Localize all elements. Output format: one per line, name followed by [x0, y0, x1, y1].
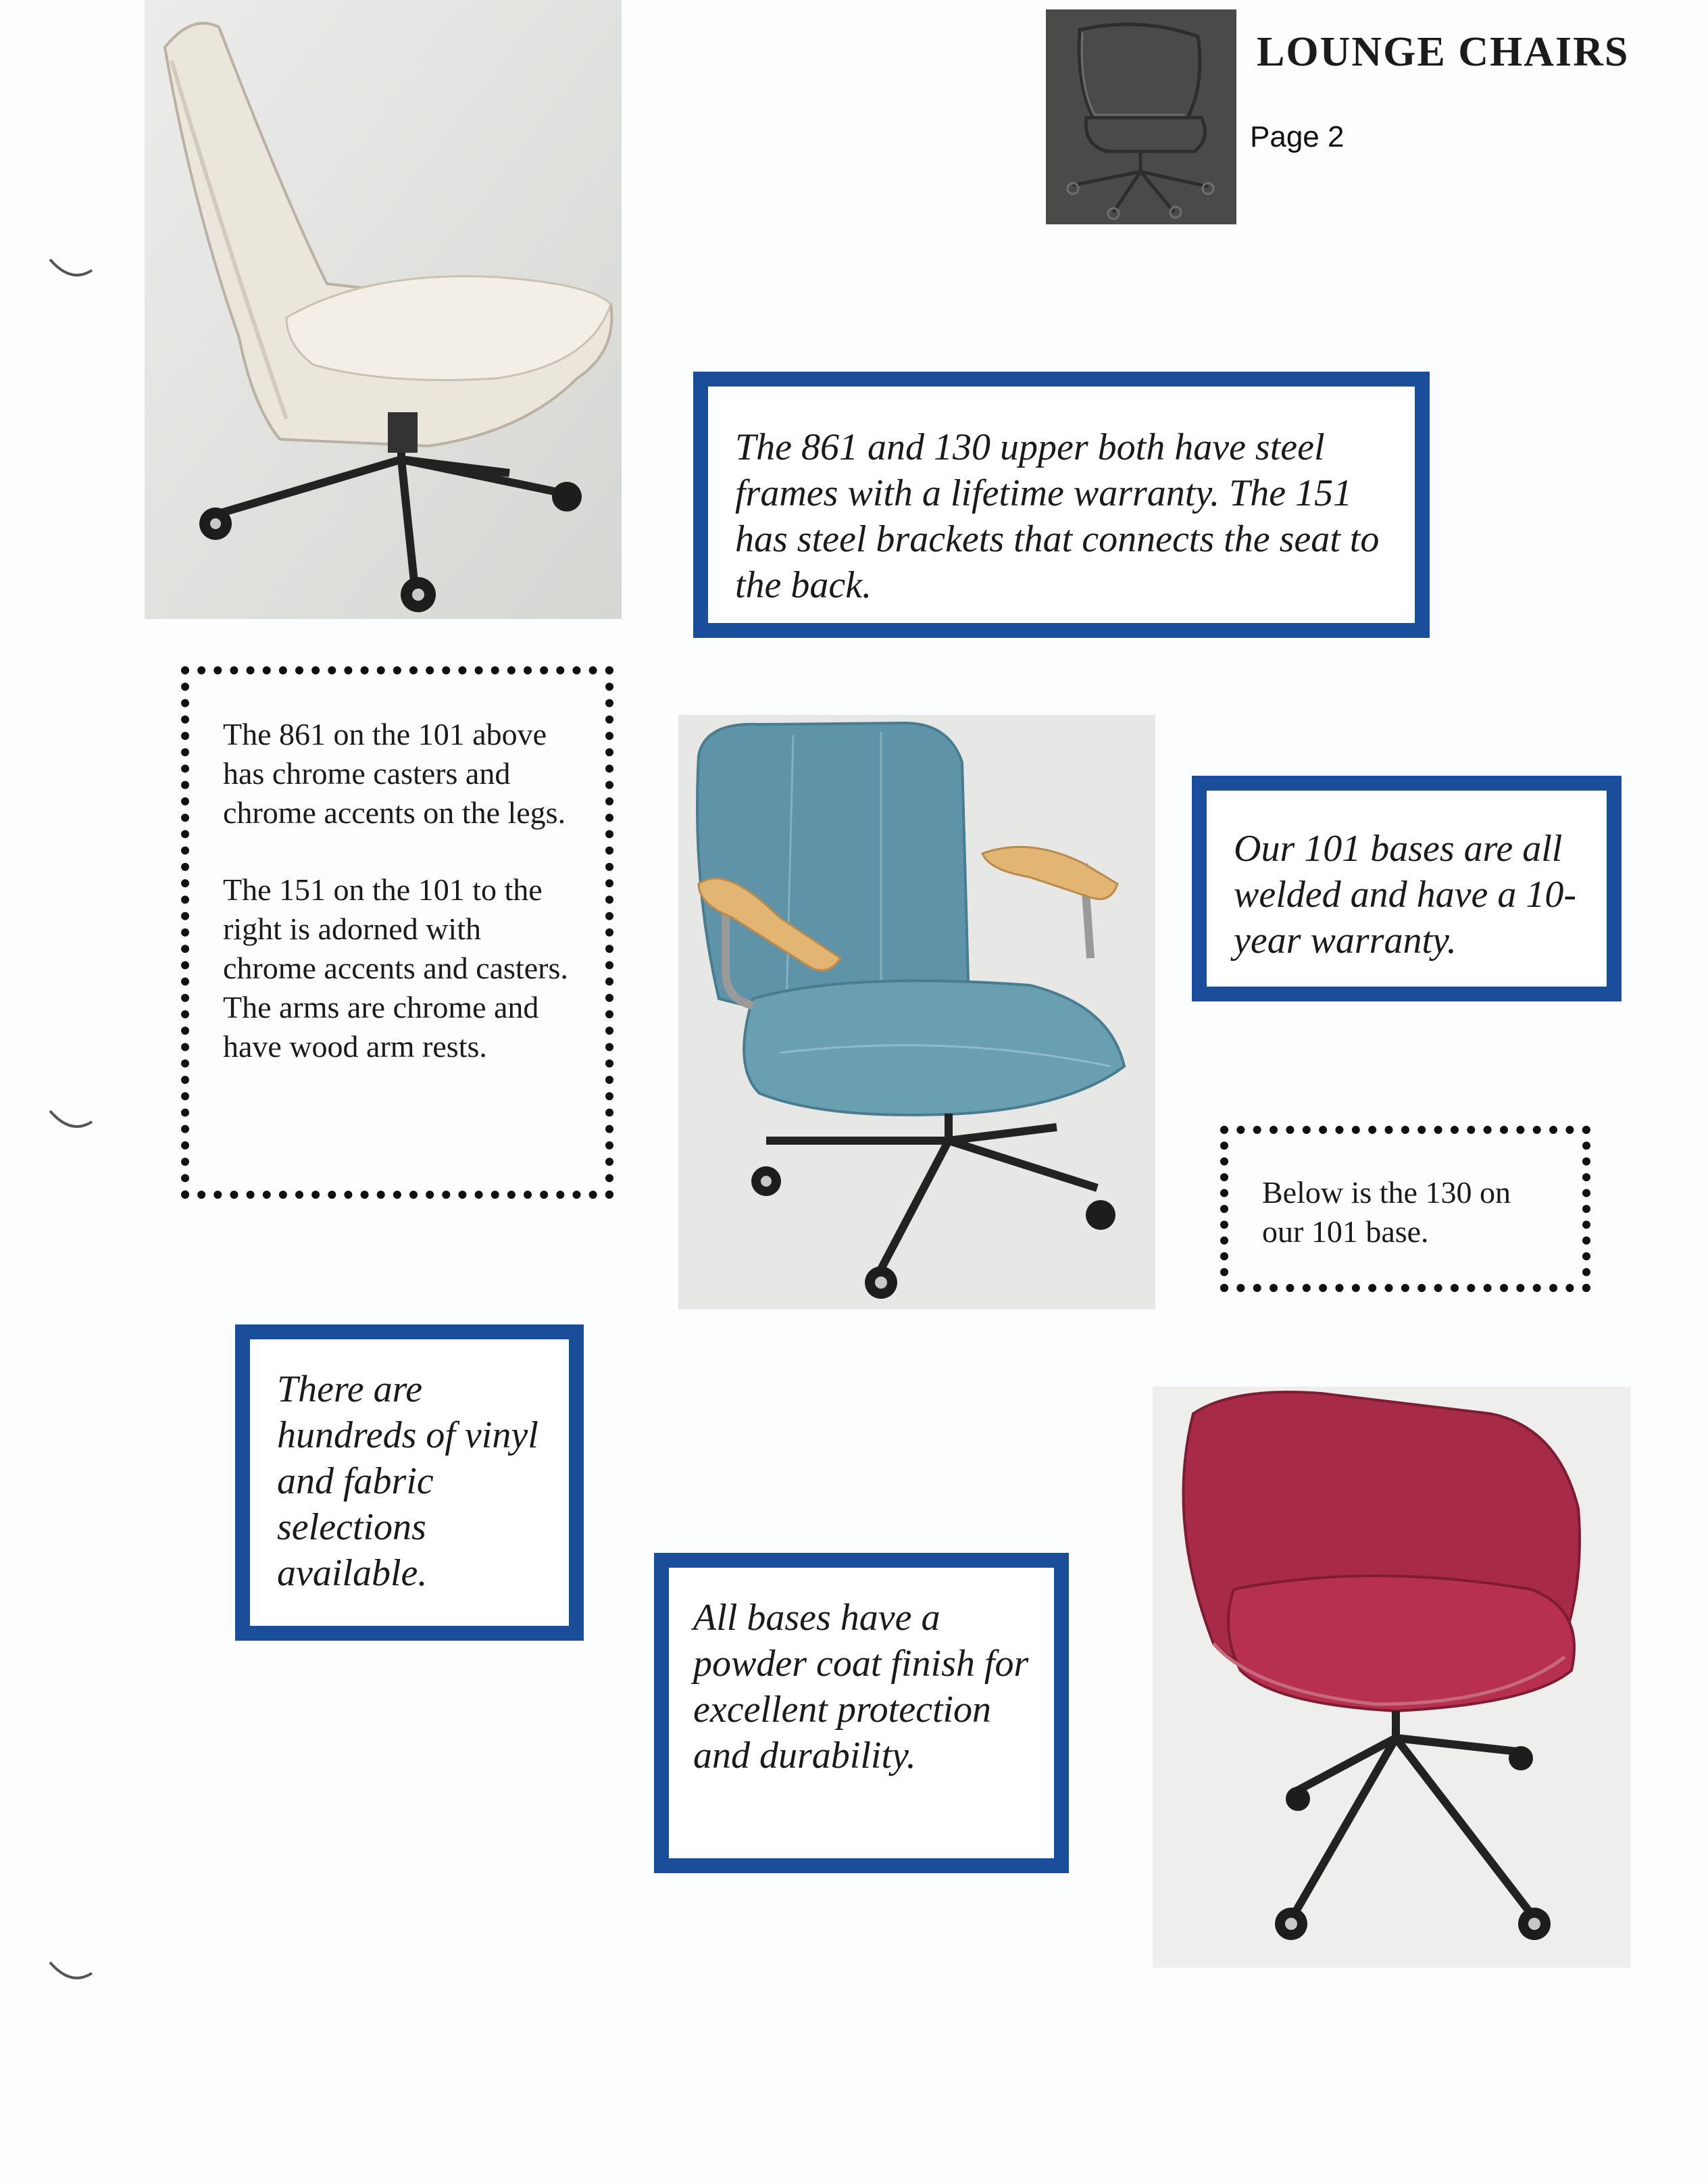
red-chair-photo [1153, 1387, 1631, 1968]
welded-bases-callout [1192, 776, 1622, 1001]
frames-warranty-callout [693, 372, 1430, 638]
chair-130-description-box [1220, 1126, 1590, 1292]
frames-warranty-text: The 861 and 130 upper both have steel frames with a lifetime warranty. The 151 has steel brackets that connects the seat to the back. [735, 426, 1380, 606]
page-number: Page 2 [1250, 120, 1345, 153]
chair-151-description: The 151 on the 101 to the right is adorned with chrome accents and casters. The arms are chrome and have wood arm rests. [223, 872, 568, 1064]
blue-chair-seat [744, 981, 1124, 1115]
powder-coat-callout [654, 1553, 1069, 1873]
hole-mark-bottom [47, 1960, 95, 1987]
chair-861-description: The 861 on the 101 above has chrome casters and chrome accents on the legs. [223, 717, 566, 830]
selections-callout [235, 1324, 584, 1641]
chair-130-description: Below is the 130 on our 101 base. [1262, 1175, 1511, 1249]
welded-bases-text: Our 101 bases are all welded and have a 10-year warranty. [1234, 828, 1576, 962]
selections-text: There are hundreds of vinyl and fabric selections available. [277, 1368, 538, 1594]
blue-chair-back [697, 723, 969, 1021]
powder-coat-text: All bases have a powder coat finish for excellent protection and durability. [693, 1597, 1029, 1777]
hole-mark-middle [47, 1108, 95, 1135]
chair-description-box [181, 666, 613, 1199]
white-chair-photo [145, 0, 622, 619]
embossed-chair-icon [1046, 9, 1236, 224]
hole-mark-top [47, 257, 95, 284]
page-title: LOUNGE CHAIRS [1257, 29, 1630, 75]
blue-chair-photo [678, 715, 1155, 1310]
red-chair-seat [1228, 1576, 1574, 1711]
